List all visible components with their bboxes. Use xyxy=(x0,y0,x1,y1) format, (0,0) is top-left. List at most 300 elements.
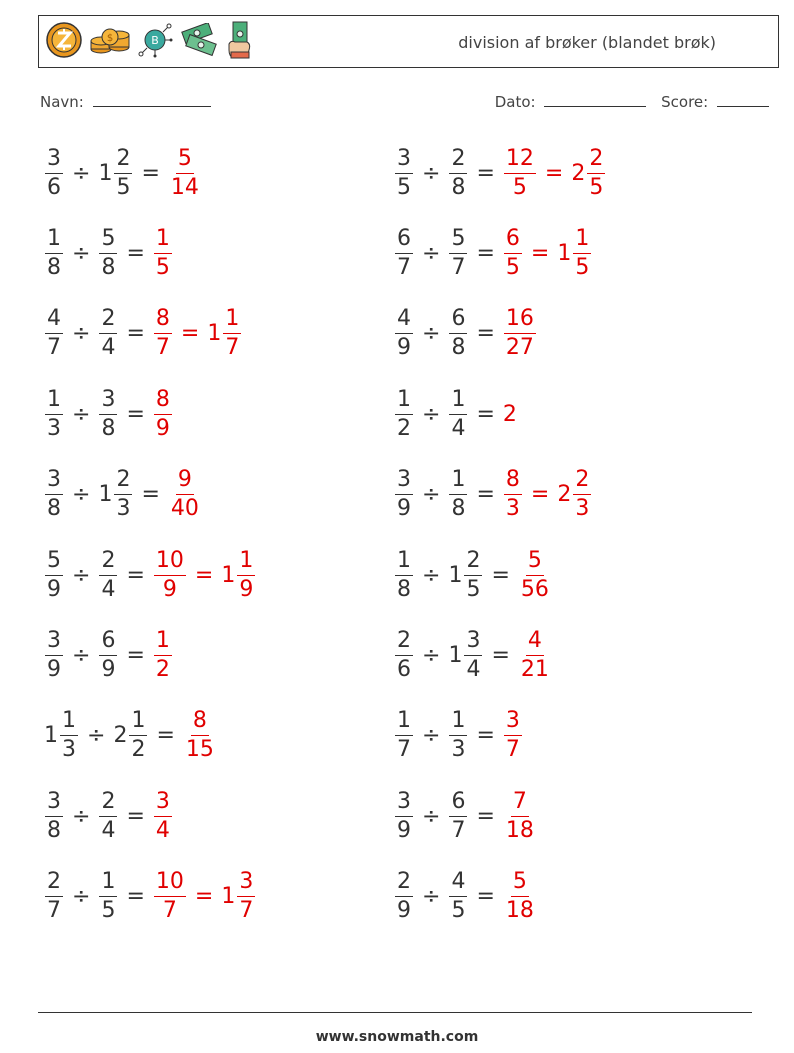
divide-sign: ÷ xyxy=(72,321,91,347)
dividend-fraction xyxy=(45,627,63,682)
dividend-numerator: 3 xyxy=(395,791,413,817)
answer-part-1-mixed-number xyxy=(503,225,523,280)
answer-part-1-mixed-number xyxy=(153,871,187,922)
dividend-fraction xyxy=(395,627,413,682)
divisor-denominator: 5 xyxy=(451,898,466,924)
answer-part-2-fraction xyxy=(237,871,255,922)
divisor-mixed-number xyxy=(448,627,483,682)
answer-part-1-fraction xyxy=(169,145,201,200)
divisor-numerator: 1 xyxy=(99,871,117,897)
answer-part-1-denominator: 21 xyxy=(520,656,549,682)
divisor-mixed-number xyxy=(98,469,133,520)
divide-sign: ÷ xyxy=(72,401,91,427)
divisor-whole: 1 xyxy=(98,160,113,186)
answer-part-1-fraction xyxy=(154,225,172,280)
dividend-numerator: 2 xyxy=(45,871,63,897)
dividend-denominator: 7 xyxy=(397,737,411,763)
problem-14 xyxy=(394,627,552,683)
divide-sign: ÷ xyxy=(72,482,91,508)
dividend-fraction xyxy=(45,308,63,359)
answer-part-1-numerator: 10 xyxy=(154,550,186,576)
dividend-mixed-number xyxy=(44,788,64,843)
dividend-fraction xyxy=(395,469,413,520)
divisor-denominator: 7 xyxy=(451,254,466,280)
dividend-fraction xyxy=(395,308,413,359)
divisor-mixed-number xyxy=(448,871,468,922)
answer-equals-sign: = xyxy=(530,482,550,508)
dividend-numerator: 3 xyxy=(45,630,63,656)
answer-part-1-numerator: 9 xyxy=(176,469,194,495)
answer-part-1-mixed-number xyxy=(183,710,217,761)
divide-sign: ÷ xyxy=(422,884,441,910)
answer-part-1-fraction xyxy=(504,788,536,843)
answer-part-1-numerator: 16 xyxy=(504,308,536,334)
equals-sign: = xyxy=(491,642,510,668)
divisor-denominator: 4 xyxy=(101,335,116,361)
answer-part-1-fraction xyxy=(154,871,186,922)
problem-3 xyxy=(44,225,173,281)
dividend-mixed-number xyxy=(394,627,414,682)
divisor-fraction xyxy=(464,627,482,682)
worksheet-title: division af brøker (blandet brøk) xyxy=(458,33,716,52)
divisor-numerator: 3 xyxy=(99,389,117,415)
svg-text:$: $ xyxy=(106,33,114,44)
answer xyxy=(168,469,202,520)
answer-part-1-numerator: 5 xyxy=(511,871,529,897)
answer xyxy=(153,627,173,682)
dividend-numerator: 1 xyxy=(395,710,413,736)
divide-sign: ÷ xyxy=(87,723,106,749)
score-blank[interactable] xyxy=(717,93,769,107)
answer-part-1-denominator: 7 xyxy=(505,737,520,763)
dividend-fraction xyxy=(45,788,63,843)
dividend-denominator: 9 xyxy=(397,335,411,361)
answer-part-1-mixed-number xyxy=(503,788,537,843)
divisor-numerator: 2 xyxy=(99,550,117,576)
dividend-mixed-number xyxy=(44,710,79,761)
divide-sign: ÷ xyxy=(422,562,441,588)
equals-sign: = xyxy=(126,884,145,910)
answer-part-1-denominator: 56 xyxy=(520,576,549,602)
divisor-denominator: 4 xyxy=(101,817,116,843)
answer-part-1-fraction xyxy=(519,547,551,602)
answer-part-1-fraction xyxy=(154,627,172,682)
answer-part-1-denominator: 40 xyxy=(170,496,199,522)
answer-part-1-numerator: 4 xyxy=(526,630,544,656)
dividend-denominator: 9 xyxy=(47,576,61,602)
answer-part-1-denominator: 5 xyxy=(512,174,527,200)
equals-sign: = xyxy=(476,803,495,829)
equals-sign: = xyxy=(126,401,145,427)
answer-part-2-denominator: 7 xyxy=(225,335,240,361)
answer-part-2-whole: 1 xyxy=(557,240,572,266)
answer xyxy=(503,402,518,427)
answer-part-1-fraction xyxy=(169,469,201,520)
dividend-denominator: 5 xyxy=(397,174,411,200)
answer-part-1-mixed-number xyxy=(153,308,173,359)
answer-part-2-mixed-number xyxy=(207,308,242,359)
dividend-mixed-number xyxy=(394,788,414,843)
equals-sign: = xyxy=(126,240,145,266)
problem-12 xyxy=(394,547,552,603)
dividend-mixed-number xyxy=(44,386,64,441)
answer-part-1-mixed-number xyxy=(153,627,173,682)
problem-1 xyxy=(44,145,202,201)
date-blank[interactable] xyxy=(544,93,646,107)
answer-part-1-fraction xyxy=(154,788,172,843)
dividend-denominator: 7 xyxy=(47,335,61,361)
answer-part-1-numerator: 8 xyxy=(191,710,209,736)
divide-sign: ÷ xyxy=(422,642,441,668)
answer-part-1-fraction xyxy=(184,710,216,761)
answer-part-2-numerator: 1 xyxy=(573,228,591,254)
divisor-numerator: 2 xyxy=(114,469,132,495)
dividend-fraction xyxy=(395,871,413,922)
equals-sign: = xyxy=(491,562,510,588)
dividend-mixed-number xyxy=(394,871,414,922)
answer-part-2-whole: 1 xyxy=(207,321,222,347)
answer xyxy=(153,225,173,280)
dividend-fraction xyxy=(45,225,63,280)
answer xyxy=(518,627,552,682)
equals-sign: = xyxy=(476,482,495,508)
answer-part-2-fraction xyxy=(573,225,591,280)
answer-part-1-mixed-number xyxy=(503,469,523,520)
answer-part-1-denominator: 3 xyxy=(505,496,520,522)
divisor-mixed-number xyxy=(448,225,468,280)
answer-part-1-denominator: 18 xyxy=(505,898,534,924)
problem-8 xyxy=(394,386,518,442)
dividend-numerator: 1 xyxy=(395,389,413,415)
answer-part-2-mixed-number xyxy=(557,469,592,520)
equals-sign: = xyxy=(126,321,145,347)
dividend-mixed-number xyxy=(44,145,64,200)
divide-sign: ÷ xyxy=(72,884,91,910)
answer xyxy=(503,469,592,520)
date-label: Dato: xyxy=(494,93,536,111)
equals-sign: = xyxy=(476,160,495,186)
answer-part-2-numerator: 3 xyxy=(237,871,255,897)
score-label: Score: xyxy=(661,93,709,111)
answer-part-2-mixed-number xyxy=(557,225,592,280)
answer-part-1-denominator: 9 xyxy=(155,415,170,441)
dividend-numerator: 3 xyxy=(45,469,63,495)
equals-sign: = xyxy=(476,401,495,427)
dividend-mixed-number xyxy=(394,469,414,520)
name-field xyxy=(40,93,211,111)
equals-sign: = xyxy=(476,723,495,749)
hand-with-cash-icon xyxy=(225,20,253,64)
answer-equals-sign: = xyxy=(180,321,200,347)
problem-15 xyxy=(44,708,217,764)
answer-part-1-mixed-number xyxy=(503,308,537,359)
answer-part-1-mixed-number xyxy=(153,547,187,602)
answer-part-1-numerator: 3 xyxy=(154,791,172,817)
divisor-denominator: 8 xyxy=(451,335,466,361)
dividend-numerator: 1 xyxy=(60,710,78,736)
answer-part-2-denominator: 7 xyxy=(239,898,254,924)
divide-sign: ÷ xyxy=(422,401,441,427)
answer-part-1-mixed-number xyxy=(503,871,537,922)
problem-17 xyxy=(44,788,173,844)
divisor-denominator: 8 xyxy=(451,496,466,522)
divisor-fraction xyxy=(449,225,467,280)
answer xyxy=(168,145,202,200)
problem-11 xyxy=(44,547,256,603)
answer-part-1-denominator: 5 xyxy=(505,254,520,280)
divide-sign: ÷ xyxy=(422,803,441,829)
dividend-numerator: 4 xyxy=(395,308,413,334)
answer-part-2-numerator: 2 xyxy=(573,469,591,495)
answer-part-1-mixed-number xyxy=(503,402,518,427)
divisor-whole: 1 xyxy=(448,562,463,588)
dividend-mixed-number xyxy=(394,710,414,761)
answer-part-1-denominator: 27 xyxy=(505,335,534,361)
footer-divider xyxy=(38,1012,752,1013)
divisor-mixed-number xyxy=(448,710,468,761)
divisor-fraction xyxy=(99,627,117,682)
dividend-mixed-number xyxy=(394,386,414,441)
divisor-numerator: 6 xyxy=(99,630,117,656)
divisor-numerator: 2 xyxy=(99,791,117,817)
divisor-mixed-number xyxy=(98,627,118,682)
dividend-denominator: 8 xyxy=(47,817,61,843)
answer-part-2-fraction xyxy=(573,469,591,520)
divisor-fraction xyxy=(114,469,132,520)
dividend-denominator: 7 xyxy=(47,898,61,924)
name-blank[interactable] xyxy=(93,93,211,107)
answer xyxy=(153,871,256,922)
header-icons xyxy=(45,24,259,60)
answer-part-2-whole: 2 xyxy=(571,160,586,186)
divisor-fraction xyxy=(114,145,132,200)
dividend-fraction xyxy=(45,871,63,922)
problem-7 xyxy=(44,386,173,442)
answer xyxy=(503,788,537,843)
answer-part-2-fraction xyxy=(587,145,605,200)
divisor-fraction xyxy=(99,871,117,922)
answer-equals-sign: = xyxy=(544,160,564,186)
answer-part-2-mixed-number xyxy=(221,871,256,922)
answer-part-1-mixed-number xyxy=(503,710,523,761)
divisor-fraction xyxy=(449,308,467,359)
divisor-mixed-number xyxy=(448,308,468,359)
divisor-denominator: 8 xyxy=(101,254,116,280)
divide-sign: ÷ xyxy=(422,482,441,508)
answer xyxy=(153,788,173,843)
divisor-numerator: 1 xyxy=(129,710,147,736)
answer-part-1-mixed-number xyxy=(153,788,173,843)
divisor-fraction xyxy=(449,871,467,922)
answer-part-2-denominator: 5 xyxy=(589,174,604,200)
divisor-denominator: 5 xyxy=(466,576,481,602)
problem-13 xyxy=(44,627,173,683)
zcash-coin-icon xyxy=(45,21,83,63)
dividend-mixed-number xyxy=(44,469,64,520)
divisor-mixed-number xyxy=(98,788,118,843)
divisor-fraction xyxy=(449,710,467,761)
answer-part-1-mixed-number xyxy=(168,145,202,200)
dividend-numerator: 3 xyxy=(45,791,63,817)
divisor-mixed-number xyxy=(98,871,118,922)
divisor-numerator: 2 xyxy=(449,148,467,174)
dividend-numerator: 1 xyxy=(45,228,63,254)
dividend-numerator: 1 xyxy=(45,389,63,415)
answer-part-2-fraction xyxy=(237,547,255,602)
answer-part-1-numerator: 8 xyxy=(154,389,172,415)
answer-part-1-mixed-number xyxy=(153,386,173,441)
dividend-fraction xyxy=(45,547,63,602)
divisor-fraction xyxy=(99,386,117,441)
answer-equals-sign: = xyxy=(194,884,214,910)
problem-5 xyxy=(44,306,242,362)
dividend-mixed-number xyxy=(44,547,64,602)
dividend-denominator: 7 xyxy=(397,254,411,280)
divisor-denominator: 3 xyxy=(451,737,466,763)
answer-part-1-denominator: 4 xyxy=(155,817,170,843)
answer-part-2-denominator: 9 xyxy=(239,576,254,602)
answer-part-2-numerator: 1 xyxy=(223,308,241,334)
coin-stack-icon xyxy=(89,23,131,61)
answer-part-1-mixed-number xyxy=(153,225,173,280)
problem-2 xyxy=(394,145,606,201)
answer-part-1-denominator: 9 xyxy=(162,576,177,602)
answer xyxy=(503,145,606,200)
divisor-mixed-number xyxy=(98,145,133,200)
dividend-numerator: 2 xyxy=(395,871,413,897)
problem-4 xyxy=(394,225,592,281)
dividend-fraction xyxy=(45,469,63,520)
answer-part-1-mixed-number xyxy=(503,145,537,200)
worksheet-header xyxy=(38,15,779,68)
dividend-mixed-number xyxy=(394,308,414,359)
dividend-denominator: 3 xyxy=(62,737,76,763)
divisor-mixed-number xyxy=(448,145,468,200)
dividend-mixed-number xyxy=(44,308,64,359)
banknotes-icon xyxy=(179,23,219,61)
answer-part-1-mixed-number xyxy=(518,627,552,682)
answer-part-1-denominator: 7 xyxy=(155,335,170,361)
divisor-numerator: 1 xyxy=(449,710,467,736)
dividend-denominator: 3 xyxy=(47,415,61,441)
dividend-numerator: 4 xyxy=(45,308,63,334)
dividend-mixed-number xyxy=(44,627,64,682)
answer-part-1-denominator: 7 xyxy=(162,898,177,924)
divisor-mixed-number xyxy=(448,547,483,602)
dividend-fraction xyxy=(395,225,413,280)
dividend-denominator: 2 xyxy=(397,415,411,441)
divisor-numerator: 1 xyxy=(449,389,467,415)
divisor-denominator: 4 xyxy=(451,415,466,441)
answer-part-1-numerator: 12 xyxy=(504,148,536,174)
problem-18 xyxy=(394,788,537,844)
answer xyxy=(153,308,242,359)
answer-part-2-fraction xyxy=(223,308,241,359)
answer-part-1-numerator: 1 xyxy=(154,228,172,254)
name-label: Navn: xyxy=(40,93,84,111)
equals-sign: = xyxy=(126,803,145,829)
answer xyxy=(503,308,537,359)
divisor-fraction xyxy=(129,710,147,761)
problem-9 xyxy=(44,467,202,523)
dividend-mixed-number xyxy=(394,547,414,602)
dividend-fraction xyxy=(395,386,413,441)
divisor-mixed-number xyxy=(98,308,118,359)
dividend-denominator: 9 xyxy=(397,898,411,924)
divisor-mixed-number xyxy=(448,386,468,441)
answer-part-1-numerator: 5 xyxy=(176,148,194,174)
dividend-denominator: 8 xyxy=(47,254,61,280)
answer-part-1-fraction xyxy=(504,871,536,922)
answer-part-2-whole: 1 xyxy=(221,884,236,910)
divisor-mixed-number xyxy=(448,788,468,843)
answer-part-1-numerator: 7 xyxy=(511,791,529,817)
answer xyxy=(503,225,592,280)
answer-part-2-whole: 1 xyxy=(221,562,236,588)
divisor-denominator: 4 xyxy=(101,576,116,602)
dividend-fraction xyxy=(45,386,63,441)
dividend-whole: 1 xyxy=(44,723,58,749)
divisor-fraction xyxy=(464,547,482,602)
divisor-numerator: 2 xyxy=(114,148,132,174)
divisor-fraction xyxy=(449,788,467,843)
divisor-fraction xyxy=(449,386,467,441)
divide-sign: ÷ xyxy=(72,642,91,668)
divisor-denominator: 2 xyxy=(131,737,146,763)
answer-part-1-denominator: 18 xyxy=(505,817,534,843)
divide-sign: ÷ xyxy=(422,723,441,749)
divide-sign: ÷ xyxy=(422,160,441,186)
dividend-denominator: 8 xyxy=(47,496,61,522)
dividend-denominator: 6 xyxy=(47,174,61,200)
answer-part-1-denominator: 14 xyxy=(170,174,199,200)
dividend-fraction xyxy=(395,788,413,843)
answer xyxy=(503,710,523,761)
dividend-denominator: 9 xyxy=(397,496,411,522)
divisor-mixed-number xyxy=(98,225,118,280)
answer-part-1-denominator: 5 xyxy=(155,254,170,280)
equals-sign: = xyxy=(126,562,145,588)
dividend-mixed-number xyxy=(394,145,414,200)
answer xyxy=(183,710,217,761)
dividend-fraction xyxy=(395,547,413,602)
answer-equals-sign: = xyxy=(194,562,214,588)
answer-part-1-numerator: 5 xyxy=(526,550,544,576)
divisor-numerator: 2 xyxy=(99,308,117,334)
answer-part-2-denominator: 5 xyxy=(575,254,590,280)
divisor-whole: 1 xyxy=(448,642,463,668)
footer-url: www.snowmath.com xyxy=(315,1029,479,1045)
divisor-whole: 2 xyxy=(113,723,128,749)
divide-sign: ÷ xyxy=(72,562,91,588)
equals-sign: = xyxy=(476,240,495,266)
divide-sign: ÷ xyxy=(72,803,91,829)
answer-part-1-numerator: 3 xyxy=(504,710,522,736)
equals-sign: = xyxy=(141,482,160,508)
divisor-denominator: 7 xyxy=(451,817,466,843)
answer-part-2-whole: 2 xyxy=(557,482,572,508)
divisor-denominator: 8 xyxy=(451,174,466,200)
answer-part-1-fraction xyxy=(504,308,536,359)
divide-sign: ÷ xyxy=(72,160,91,186)
divisor-fraction xyxy=(99,547,117,602)
divisor-fraction xyxy=(99,788,117,843)
problem-10 xyxy=(394,467,592,523)
answer-part-2-numerator: 1 xyxy=(237,550,255,576)
answer-part-1-mixed-number xyxy=(518,547,552,602)
divisor-numerator: 4 xyxy=(449,871,467,897)
problem-20 xyxy=(394,869,537,925)
